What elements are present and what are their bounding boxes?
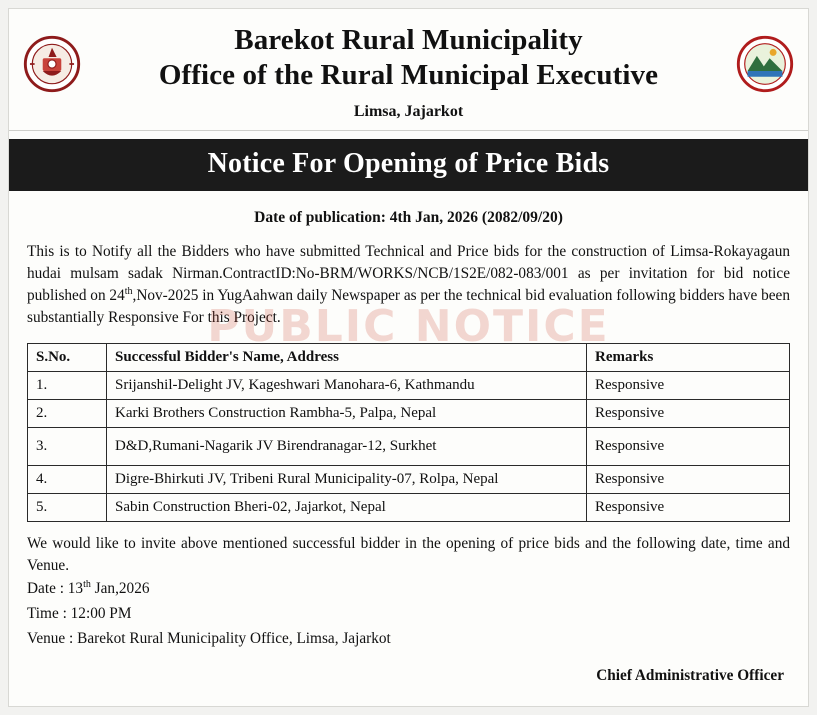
- table-row: [28, 465, 790, 493]
- notice-body: [9, 209, 808, 686]
- intro-text-part2: ,Nov-2025 in YugAahwan daily Newspaper as per the technical bid evaluation following bidders have been substantially Responsive For this Project.: [27, 287, 790, 327]
- intro-date-superscript: th: [124, 286, 133, 298]
- notice-sheet: [8, 8, 809, 707]
- row-bidder-name: Srijanshil-Delight JV, Kageshwari Manohara-6, Kathmandu: [107, 371, 587, 399]
- nepal-government-emblem-icon: [23, 35, 81, 93]
- table-row: [28, 427, 790, 465]
- row-bidder-name: Karki Brothers Construction Rambha-5, Palpa, Nepal: [107, 399, 587, 427]
- document-header: [9, 9, 808, 137]
- table-header-row: [28, 343, 790, 371]
- organization-name: Barekot Rural Municipality: [234, 24, 583, 56]
- row-remarks: Responsive: [587, 493, 790, 521]
- column-header-sno: S.No.: [28, 343, 107, 371]
- bidders-table: [27, 343, 790, 522]
- row-bidder-name: D&D,Rumani-Nagarik JV Birendranagar-12, Surkhet: [107, 427, 587, 465]
- table-row: [28, 371, 790, 399]
- row-sno: 2.: [28, 399, 107, 427]
- row-sno: 5.: [28, 493, 107, 521]
- row-bidder-name: Sabin Construction Bheri-02, Jajarkot, Nepal: [107, 493, 587, 521]
- table-row: [28, 399, 790, 427]
- watermark-text: PUBLIC NOTICE: [207, 300, 610, 352]
- notice-title-bar: [9, 139, 808, 191]
- row-remarks: Responsive: [587, 427, 790, 465]
- publication-date: Date of publication: 4th Jan, 2026 (2082/09/20): [254, 208, 563, 226]
- event-date-superscript: th: [83, 578, 91, 590]
- row-sno: 1.: [28, 371, 107, 399]
- signatory-title: Chief Administrative Officer: [596, 667, 784, 685]
- column-header-remarks: Remarks: [587, 343, 790, 371]
- row-remarks: Responsive: [587, 465, 790, 493]
- municipality-logo-icon: [736, 35, 794, 93]
- intro-paragraph: [27, 241, 790, 330]
- column-header-bidder: Successful Bidder's Name, Address: [107, 343, 587, 371]
- row-bidder-name: Digre-Bhirkuti JV, Tribeni Rural Municipality-07, Rolpa, Nepal: [107, 465, 587, 493]
- intro-text-part1: This is to Notify all the Bidders who have submitted Technical and Price bids for the construction of Limsa-Rokayagaun hudai mulsam sadak Nirman.ContractID:No-BRM/WORKS/NCB/1S2E/082-083/001 as per invitation for bid notice published on 24: [27, 242, 790, 305]
- event-time-line: Time : 12:00 PM: [27, 604, 132, 622]
- event-date-prefix: Date : 13: [27, 579, 84, 597]
- organization-subtitle: Office of the Rural Municipal Executive: [158, 59, 659, 92]
- notice-title: Notice For Opening of Price Bids: [207, 147, 610, 179]
- row-remarks: Responsive: [587, 371, 790, 399]
- event-venue-line: Venue : Barekot Rural Municipality Office, Limsa, Jajarkot: [27, 629, 391, 647]
- row-sno: 3.: [28, 427, 107, 465]
- table-row: [28, 493, 790, 521]
- row-sno: 4.: [28, 465, 107, 493]
- row-remarks: Responsive: [587, 399, 790, 427]
- organization-location: Limsa, Jajarkot: [353, 102, 464, 120]
- event-date-suffix: Jan,2026: [90, 579, 150, 597]
- invitation-paragraph: We would like to invite above mentioned successful bidder in the opening of price bids and the following date, time and Venue.: [27, 534, 790, 574]
- event-date-line: [27, 577, 790, 602]
- header-divider: [9, 130, 808, 131]
